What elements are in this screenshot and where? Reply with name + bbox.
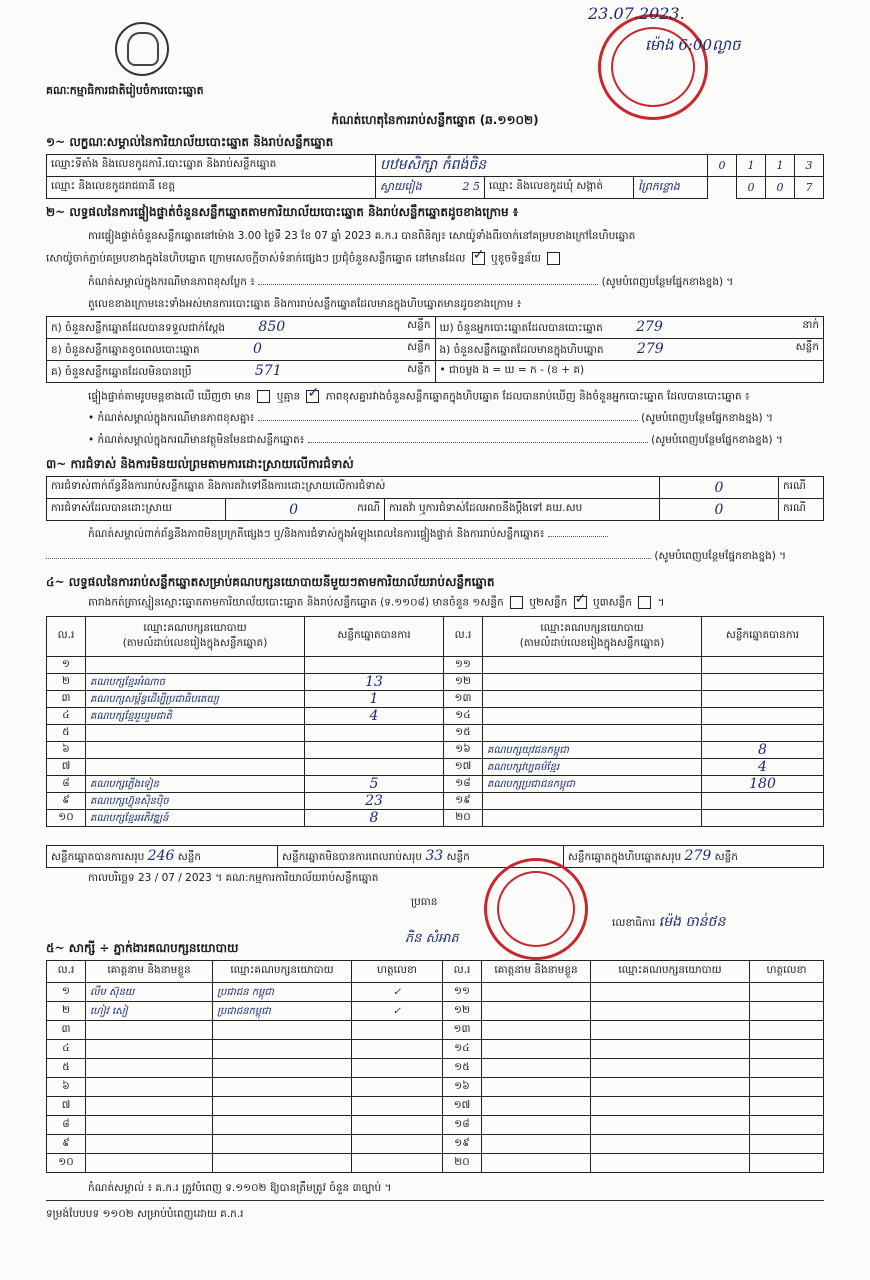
result-party: គណបក្សខ្មែររួបរួមជាតិ [86, 708, 305, 725]
discrepancy-note-line: កំណត់សម្គាល់ក្នុងករណីមានភាពខុសប្លែក ៖ (សូមបំពេញបន្ថែមផ្នែកខាងខ្នង) ។ [88, 276, 734, 288]
witness-name [482, 1040, 591, 1059]
witness-no: ២ [47, 1002, 86, 1021]
witness-signature [352, 1059, 443, 1078]
witness-no: ១២ [443, 1002, 482, 1021]
table-row [47, 691, 824, 708]
table-row: ការជំទាស់ដែលបានដោះស្រាយ 0 ករណី ការតវ៉ា ឬការជំទាស់ដែលអាចនឹងប្តឹងទៅ គឃ.សប 0 ករណី [47, 499, 824, 521]
result-votes: 1 [305, 691, 444, 708]
result-votes: 8 [702, 742, 824, 759]
commune-value: ព្រៃកន្លោង [634, 177, 708, 199]
results-table [46, 616, 824, 827]
result-party: គណបក្សខ្មែរអំណាច [86, 674, 305, 691]
table-row [47, 1040, 824, 1059]
table-header-row: ល.រ ឈ្មោះគណបក្សនយោបាយ (តាមលំដាប់លេខរៀងក្នុងសន្លឹកឆ្នោត) សន្លឹកឆ្នោតបានការ ល.រ ឈ្មោះគណបក្សនយោបាយ (តាមលំដាប់លេខរៀងក្នុងសន្លឹកឆ្នោត) សន្លឹកឆ្នោតបានការ [47, 617, 824, 657]
witness-name [482, 1021, 591, 1040]
section3-note: កំណត់សម្គាល់ពាក់ព័ន្ធនឹងភាពមិនប្រក្រតីផ្សេងៗ ឬ/និងការជំទាស់ក្នុងអំឡុងពេលនៃការផ្ទៀងផ្ទាត់ និងការរាប់សន្លឹកឆ្នោត៖ [88, 528, 828, 543]
witness-signature [352, 1116, 443, 1135]
result-party: គណបក្សខ្មែរអភិវឌ្ឍន៍ [86, 810, 305, 827]
witness-party [213, 1040, 352, 1059]
result-votes [305, 657, 444, 674]
witness-signature [750, 1059, 824, 1078]
footnote: កំណត់សម្គាល់ ៖ គ.ក.រ ត្រូវបំពេញ ទ.១១០២ ឱ្យបានត្រឹមត្រូវ ចំនួន ៣ច្បាប់ ។ [88, 1182, 392, 1194]
ballots-received-value: 850 [258, 318, 286, 335]
witness-party: ប្រជាជនកម្ពុជា [213, 1002, 352, 1021]
ballots-in-box-value: 279 [636, 340, 664, 357]
table-row [47, 810, 824, 827]
bullet-difference: • កំណត់សម្គាល់ក្នុងករណីមានភាពខុសគ្នា៖ (សូមបំពេញបន្ថែមផ្នែកខាងខ្នង) ។ [88, 412, 773, 424]
witness-party [213, 1154, 352, 1173]
witness-signature: ✓ [352, 983, 443, 1002]
result-party [483, 793, 702, 810]
witness-name: លឹម ស៊ុនយ [86, 983, 213, 1002]
witness-signature [750, 1154, 824, 1173]
witness-no: ១១ [443, 983, 482, 1002]
result-no: ១៣ [444, 691, 483, 708]
commune-label: ឈ្មោះ និងលេខកូដឃុំ សង្កាត់ [485, 177, 634, 199]
checkbox-1-sheet[interactable] [510, 596, 523, 609]
witness-party [213, 1116, 352, 1135]
checkbox-no-difference[interactable]: ✓ [307, 385, 320, 401]
witness-party [591, 983, 750, 1002]
result-votes [305, 742, 444, 759]
witness-signature [352, 1040, 443, 1059]
witness-name [482, 1002, 591, 1021]
result-votes [702, 708, 824, 725]
witness-name [86, 1097, 213, 1116]
table-row [47, 1021, 824, 1040]
witness-no: ៨ [47, 1116, 86, 1135]
witness-no: ១ [47, 983, 86, 1002]
result-party [86, 759, 305, 776]
result-party [86, 742, 305, 759]
witness-party [591, 1154, 750, 1173]
table-row [47, 1154, 824, 1173]
witness-party: ប្រជាជន កម្ពុជា [213, 983, 352, 1002]
witness-no: ៣ [47, 1021, 86, 1040]
form-code: ទម្រង់បែបបទ ១១០២ សម្រាប់បំពេញដោយ គ.ក.រ [46, 1208, 244, 1220]
result-no: ៥ [47, 725, 86, 742]
province-label: ឈ្មោះ និងលេខកូដរាជធានី ខេត្ត [47, 177, 376, 199]
result-party: គណបក្សសម្ព័ន្ធដើម្បីប្រជាធិបតេយ្យ [86, 691, 305, 708]
witness-party [591, 1002, 750, 1021]
witness-signature: ✓ [352, 1002, 443, 1021]
witness-name [482, 983, 591, 1002]
objections-table [46, 476, 824, 521]
section4-title: ៤~ លទ្ធផលនៃការរាប់សន្លឹកឆ្នោតសម្រាប់គណបក្សនយោបាយនីមួយៗតាមការិយាល័យរាប់សន្លឹកឆ្នោត [46, 575, 495, 589]
result-no: ២ [47, 674, 86, 691]
location-value: បឋមសិក្សា កំពង់ចិន [376, 155, 708, 177]
commune-code-digit: 0 [737, 177, 766, 199]
checkbox-has-difference[interactable] [257, 390, 270, 403]
location-code-digit: 1 [766, 155, 795, 177]
witness-signature [750, 1040, 824, 1059]
spoiled-ballots-value: 0 [253, 340, 262, 357]
stamp-bottom-icon [484, 858, 588, 960]
witness-no: ១៩ [443, 1135, 482, 1154]
commune-code-digit: 0 [766, 177, 795, 199]
result-no: ១៤ [444, 708, 483, 725]
witness-name [482, 1097, 591, 1116]
witness-name [86, 1021, 213, 1040]
witness-name [86, 1154, 213, 1173]
table-row [47, 742, 824, 759]
result-party: គណបក្សយុវជនកម្ពុជា [483, 742, 702, 759]
witness-name [482, 1078, 591, 1097]
checkbox-2-sheets[interactable]: ✓ [574, 591, 587, 607]
witness-no: ១៧ [443, 1097, 482, 1116]
appeal-count: 0 [660, 499, 779, 521]
result-no: ១៦ [444, 742, 483, 759]
table-row [47, 674, 824, 691]
section2-para3: តួលេខខាងក្រោមនេះទាំងអស់មានការបោះឆ្នោត និងការរាប់សន្លឹកឆ្នោតដែលមានក្នុងហិបឆ្នោតមានដូចខាងក្រោម ៖ [88, 298, 522, 310]
table-row: គ) ចំនួនសន្លឹកឆ្នោតដែលមិនបានប្រើ 571 សន្លឹក • ជាចម្លង ង = ឃ = ក - (ខ + គ) [47, 361, 824, 383]
witness-signature [750, 983, 824, 1002]
result-no: ១២ [444, 674, 483, 691]
result-votes [702, 725, 824, 742]
result-no: ១៨ [444, 776, 483, 793]
witness-signature [750, 1021, 824, 1040]
witness-signature [352, 1097, 443, 1116]
result-votes [305, 759, 444, 776]
result-no: ៧ [47, 759, 86, 776]
document-title: កំណត់ហេតុនៃការរាប់សន្លឹកឆ្នោត (ឆ.១១០២) [331, 113, 539, 127]
table-row [47, 1002, 824, 1021]
witness-signature [750, 1135, 824, 1154]
table-row [47, 1097, 824, 1116]
witness-no: ៤ [47, 1040, 86, 1059]
checkbox-3-sheets[interactable] [638, 596, 651, 609]
secretary-name: ម៉េង ចាន់ថន [658, 914, 726, 930]
result-party [483, 725, 702, 742]
result-party: គណបក្សហ៊្វុនស៊ិនប៉ិច [86, 793, 305, 810]
result-votes: 180 [702, 776, 824, 793]
witness-name [86, 1040, 213, 1059]
result-no: ៩ [47, 793, 86, 810]
witness-no: ១០ [47, 1154, 86, 1173]
location-code-digit: 0 [708, 155, 737, 177]
witness-party [591, 1078, 750, 1097]
result-no: ១៧ [444, 759, 483, 776]
table-row [47, 708, 824, 725]
witness-no: ៦ [47, 1078, 86, 1097]
witness-party [213, 1059, 352, 1078]
table-row: ការជំទាស់ពាក់ព័ន្ធនឹងការរាប់សន្លឹកឆ្នោត និងការតវ៉ាទៅនឹងការដោះស្រាយលើការជំទាស់ 0 ករណី [47, 477, 824, 499]
witness-no: ១៤ [443, 1040, 482, 1059]
table-row [47, 725, 824, 742]
unused-ballots-value: 571 [254, 362, 282, 379]
result-no: ១០ [47, 810, 86, 827]
witness-name [86, 1135, 213, 1154]
table-row [47, 657, 824, 674]
result-party [483, 708, 702, 725]
table-row: ខ) ចំនួនសន្លឹកឆ្នោតខូចពេលបោះឆ្នោត 0 សន្លឹក ង) ចំនួនសន្លឹកឆ្នោតដែលមានក្នុងហិបឆ្នោត 279 សន្លឹក [47, 339, 824, 361]
witness-signature [750, 1002, 824, 1021]
result-votes [702, 657, 824, 674]
result-party: គណបក្សប្រជាជនកម្ពុជា [483, 776, 702, 793]
result-votes: 4 [702, 759, 824, 776]
witness-party [213, 1021, 352, 1040]
result-party [86, 657, 305, 674]
result-votes [702, 810, 824, 827]
witness-signature [352, 1154, 443, 1173]
result-no: ៨ [47, 776, 86, 793]
location-code-digit: 1 [737, 155, 766, 177]
objections-count: 0 [660, 477, 779, 499]
province-code: 2 5 [462, 179, 480, 193]
table-row [47, 759, 824, 776]
witness-table [46, 960, 824, 1173]
result-votes: 4 [305, 708, 444, 725]
table-row [47, 776, 824, 793]
result-no: ៤ [47, 708, 86, 725]
result-no: ១១ [444, 657, 483, 674]
table-row: ក) ចំនួនសន្លឹកឆ្នោតដែលបានទទួលជាក់ស្តែង 850 សន្លឹក ឃ) ចំនួនអ្នកបោះឆ្នោតដែលបានបោះឆ្នោត 279 នាក់ [47, 317, 824, 339]
section5-title: ៥~ សាក្សី ÷ ភ្នាក់ងារគណបក្សនយោបាយ [46, 941, 239, 955]
emblem-icon [115, 22, 169, 76]
witness-name [482, 1154, 591, 1173]
formula-check-line: ផ្ទៀងផ្ទាត់តាមរូបមន្តខាងលើ ឃើញថា មាន ឬគ្មាន ✓ ភាពខុសគ្នារវាងចំនួនសន្លឹកឆ្នោតក្នុងហិបឆ្នោត ដែលបានរាប់ឃើញ និងចំនួនអ្នកបោះឆ្នោត ដែលបានបោះឆ្នោត ៖ [88, 385, 750, 403]
section2-para1: ការផ្ទៀងផ្ទាត់ចំនួនសន្លឹកឆ្នោតនៅម៉ោង 3.00 ថ្ងៃទី 23 ខែ 07 ឆ្នាំ 2023 គ.ក.រ បានពិនិត្យ៖ សោយ៉ូទាំងពីរចាក់នៅគម្របខាងក្រៅនៃហិបឆ្នោត [88, 230, 636, 242]
secretary-line: លេខាធិការ ម៉េង ចាន់ថន [612, 914, 726, 930]
result-no: ២០ [444, 810, 483, 827]
section3-note-line: (សូមបំពេញបន្ថែមផ្នែកខាងខ្នង) ។ [46, 550, 836, 565]
witness-name [86, 1078, 213, 1097]
checkbox-intact[interactable]: ✓ [472, 247, 485, 263]
result-votes: 5 [305, 776, 444, 793]
commune-code-digit: 7 [795, 177, 824, 199]
witness-signature [750, 1116, 824, 1135]
result-party [483, 810, 702, 827]
date-line: កាលបរិច្ឆេទ 23 / 07 / 2023 ។ គណ:កម្មការការិយាល័យរាប់សន្លឹកឆ្នោត [88, 872, 379, 884]
section1-title: ១~ លក្ខណៈសម្គាល់នៃការិយាល័យបោះឆ្នោត និងរាប់សន្លឹកឆ្នោត [46, 135, 334, 149]
formula-text: • ជាចម្លង ង = ឃ = ក - (ខ + គ) [435, 361, 824, 383]
table-header-row: ល.រ គោត្តនាម និងនាមខ្លួន ឈ្មោះគណបក្សនយោបាយ ហត្ថលេខា ល.រ គោត្តនាម និងនាមខ្លួន ឈ្មោះគណបក្សនយោបាយ ហត្ថលេខា [47, 961, 824, 983]
witness-party [213, 1097, 352, 1116]
witness-party [213, 1135, 352, 1154]
witness-name [86, 1116, 213, 1135]
table-row: សន្លឹកឆ្នោតបានការសរុប 246 សន្លឹក សន្លឹកឆ្នោតមិនបានការពេលរាប់សរុប 33 សន្លឹក សន្លឹកឆ្នោតក្នុងហិបឆ្នោតសរុប 279 សន្លឹក [47, 846, 824, 868]
witness-name [482, 1059, 591, 1078]
location-label: ឈ្មោះទីតាំង និងលេខកូដការិ.បោះឆ្នោត និងរាប់សន្លឹកឆ្នោត [47, 155, 376, 177]
witness-no: ៧ [47, 1097, 86, 1116]
chair-name: ភិន សំអាត [405, 931, 459, 946]
witness-party [591, 1059, 750, 1078]
witness-no: ២០ [443, 1154, 482, 1173]
result-no: ១ [47, 657, 86, 674]
bullet-non-ballot: • កំណត់សម្គាល់ក្នុងករណីមានវត្ថុមិនមែនជាសន្លឹកឆ្នោត៖ (សូមបំពេញបន្ថែមផ្នែកខាងខ្នង) ។ [88, 434, 783, 446]
witness-no: ៩ [47, 1135, 86, 1154]
result-votes [702, 691, 824, 708]
checkbox-damaged[interactable] [547, 252, 560, 265]
witness-signature [352, 1078, 443, 1097]
voters-value: 279 [636, 318, 663, 335]
witness-no: ១៨ [443, 1116, 482, 1135]
witness-no: ៥ [47, 1059, 86, 1078]
witness-signature [352, 1021, 443, 1040]
witness-no: ១៦ [443, 1078, 482, 1097]
result-party [86, 725, 305, 742]
witness-name [86, 1059, 213, 1078]
witness-party [591, 1135, 750, 1154]
result-no: ៦ [47, 742, 86, 759]
table-row [47, 1059, 824, 1078]
result-votes [702, 674, 824, 691]
section4-intro: តារាងកត់ត្រាស្មៀនស្មោះឆ្នោតតាមការិយាល័យបោះឆ្នោត និងរាប់សន្លឹកឆ្នោត (ទ.១១០៨) មានចំនួន ១សន្លឹក ឬ២សន្លឹក ✓ ឬ៣សន្លឹក ។ [88, 591, 665, 609]
table-row [47, 1078, 824, 1097]
table-row [47, 1116, 824, 1135]
witness-party [591, 1097, 750, 1116]
witness-name: ហៀវ សៀ [86, 1002, 213, 1021]
result-party [483, 674, 702, 691]
table-row [47, 983, 824, 1002]
witness-party [213, 1078, 352, 1097]
total-in-box-value: 279 [684, 847, 712, 864]
result-votes [702, 793, 824, 810]
ballot-count-table [46, 316, 824, 383]
org-name: គណៈកម្មាធិការជាតិរៀបចំការបោះឆ្នោត [46, 84, 204, 97]
total-invalid-value: 33 [425, 847, 444, 864]
witness-signature [352, 1135, 443, 1154]
stamp-top-icon [598, 14, 708, 120]
result-no: ១៩ [444, 793, 483, 810]
witness-name [482, 1116, 591, 1135]
witness-no: ១៥ [443, 1059, 482, 1078]
resolved-count: 0 ករណី [226, 499, 385, 521]
result-no: ១៥ [444, 725, 483, 742]
witness-party [591, 1116, 750, 1135]
footer-divider [46, 1200, 824, 1201]
witness-name [482, 1135, 591, 1154]
witness-party [591, 1040, 750, 1059]
result-party [483, 657, 702, 674]
witness-party [591, 1021, 750, 1040]
province-value: ស្វាយរៀង 2 5 [376, 177, 485, 199]
total-valid-value: 246 [147, 847, 175, 864]
result-party [483, 691, 702, 708]
result-votes: 23 [305, 793, 444, 810]
witness-signature [750, 1078, 824, 1097]
witness-no: ១៣ [443, 1021, 482, 1040]
location-table [46, 154, 824, 199]
result-no: ៣ [47, 691, 86, 708]
totals-table [46, 845, 824, 868]
section2-para2: សោយ៉ូចាក់ភ្ជាប់គម្របខាងក្នុងនៃហិបឆ្នោត ក្រោមសេចក្តីចាស់ទំនាក់ផ្សេងៗ ប្រជុំចំនួនសន្លឹកឆ្នោត នៅមានដែល ✓ ឬខូចទិន្នន័យ [46, 252, 836, 268]
result-party: គណបក្សភ្លើងទៀន [86, 776, 305, 793]
result-party: គណបក្សវប្បធម៌ខ្មែរ [483, 759, 702, 776]
table-row [47, 793, 824, 810]
result-votes [305, 725, 444, 742]
witness-signature [750, 1097, 824, 1116]
handwritten-time: ម៉ោង 6:00ល្ងាច [645, 36, 741, 54]
handwritten-date: 23.07.2023. [588, 4, 685, 23]
location-code-digit: 3 [795, 155, 824, 177]
chair-label: ប្រធាន [411, 896, 438, 908]
result-votes: 8 [305, 810, 444, 827]
table-row [47, 1135, 824, 1154]
result-votes: 13 [305, 674, 444, 691]
section2-title: ២~ លទ្ធផលនៃការផ្ទៀងផ្ទាត់ចំនួនសន្លឹកឆ្នោតតាមការិយាល័យបោះឆ្នោត និងរាប់សន្លឹកឆ្នោតដូចខាងក្រោម ៖ [46, 205, 519, 219]
section3-title: ៣~ ការជំទាស់ និងការមិនយល់ព្រមតាមការដោះស្រាយលើការជំទាស់ [46, 457, 354, 471]
